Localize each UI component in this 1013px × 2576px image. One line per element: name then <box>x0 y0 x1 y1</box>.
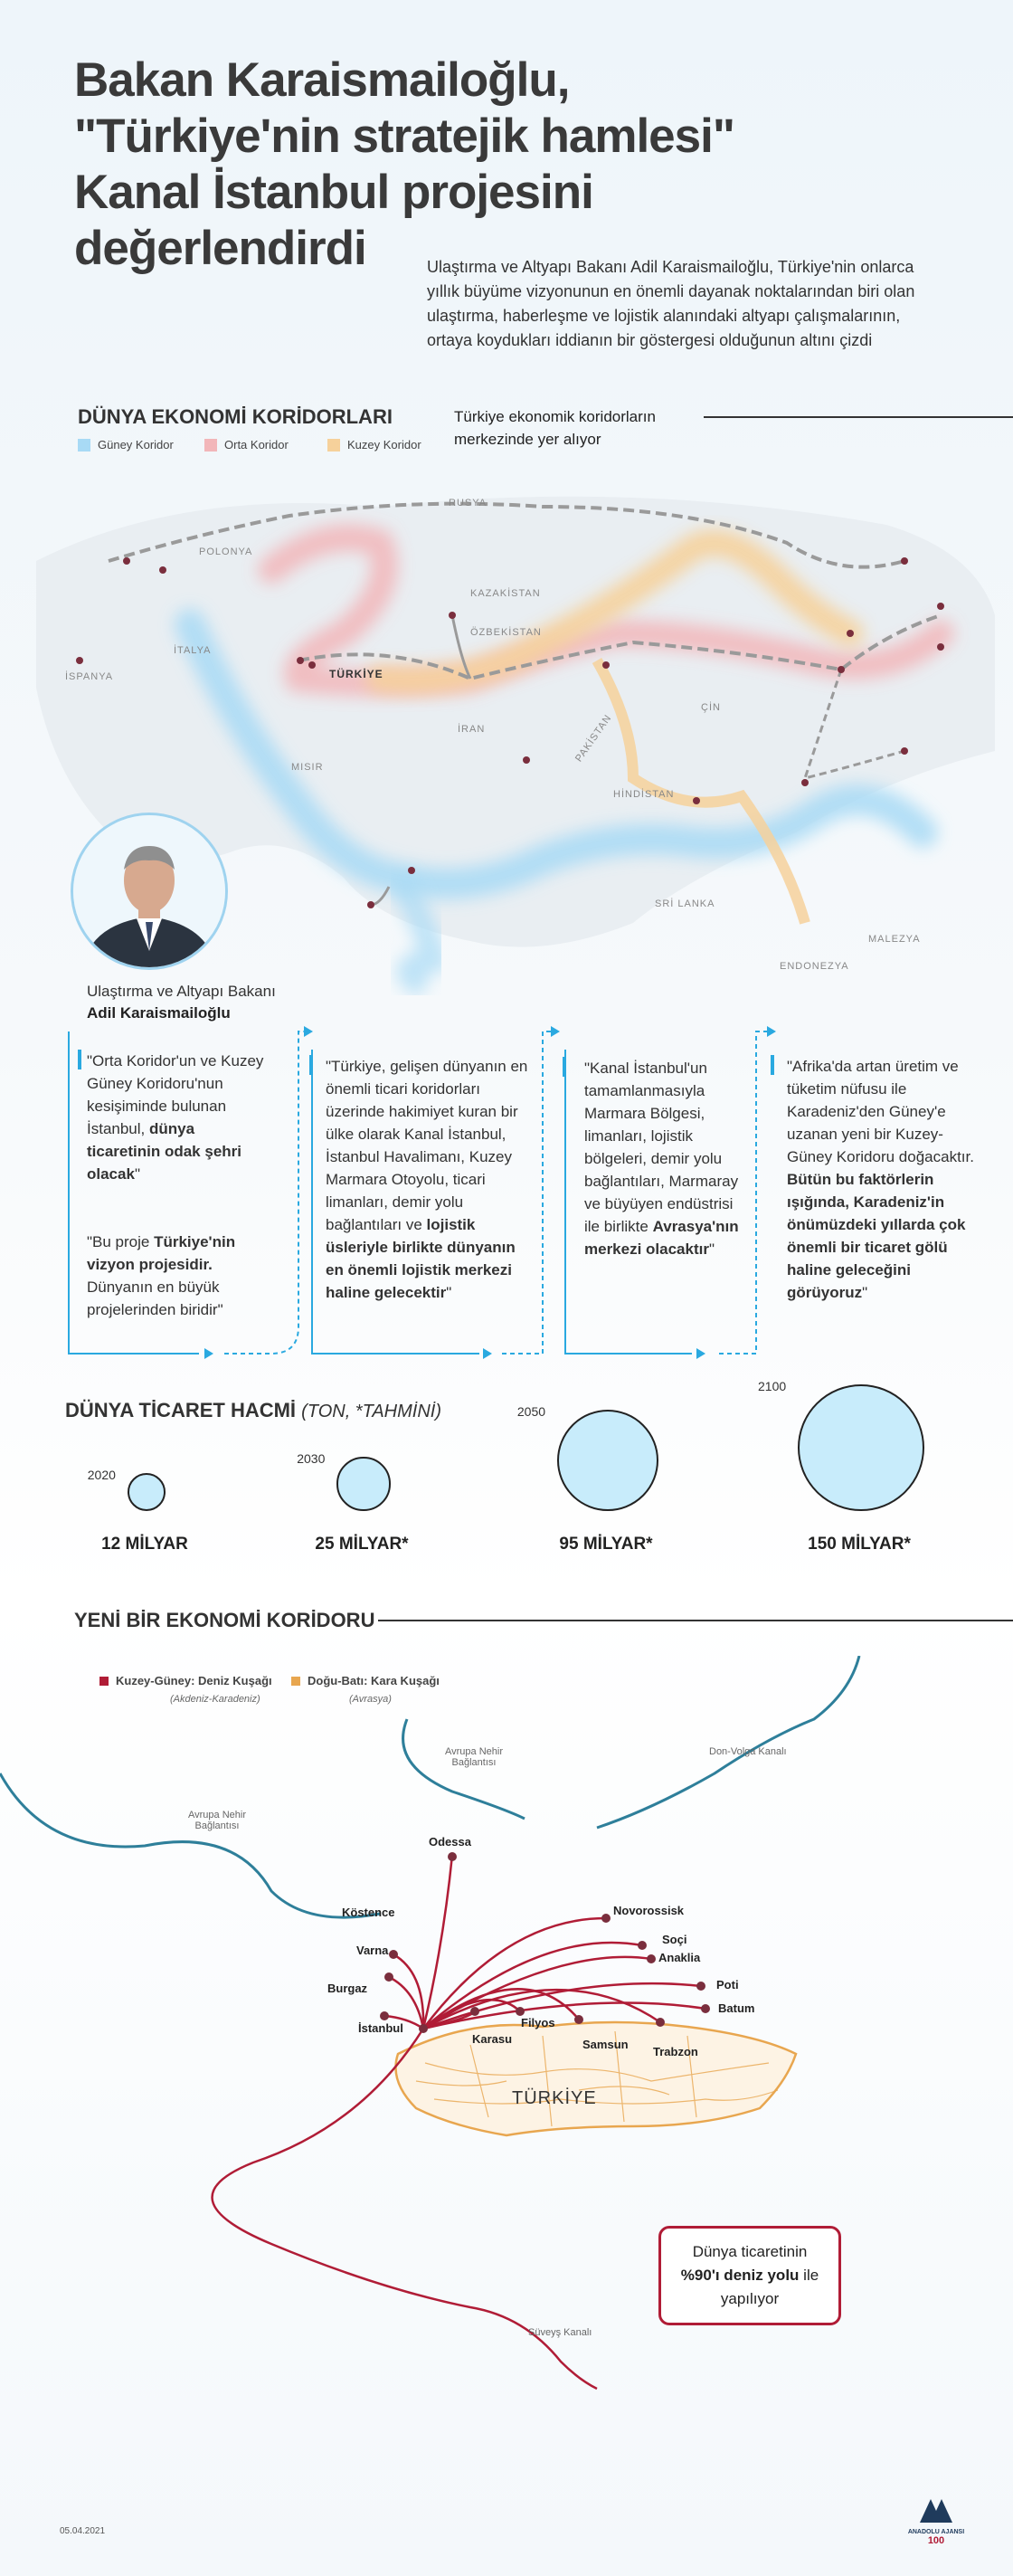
waterway-lines <box>0 1656 859 1917</box>
legend-swatch-middle <box>204 439 217 452</box>
trade-year-2050: 2050 <box>516 1403 546 1419</box>
map-label-spain: İSPANYA <box>65 671 114 682</box>
callout-line-1: Dünya ticaretinin <box>692 2243 808 2260</box>
map-label-pakistan: PAKİSTAN <box>573 712 614 765</box>
quote-3-bold: lojistik üsleriyle birlikte dünyanın en önemli lojistik merkezi haline gelecektir <box>326 1216 516 1301</box>
corridor-legend-middle <box>204 438 289 452</box>
quote-5-bold: Bütün bu faktörlerin ışığında, Karadeniz'in önümüzdeki yıllarda çok önemli bir ticaret gölü haline geleceğini görüyoruz <box>787 1171 966 1301</box>
quote-5 <box>787 1055 977 1304</box>
trade-value-2050: 95 MİLYAR* <box>559 1535 653 1554</box>
aa-logo-mark <box>918 2497 954 2524</box>
quote-2 <box>87 1231 268 1321</box>
aa-logo <box>904 2497 968 2546</box>
lead-paragraph: Ulaştırma ve Altyapı Bakanı Adil Karaismailoğlu, Türkiye'nin onlarca yıllık büyüme vizyonunun en önemli dayanak noktalarından biri olan ulaştırma, haberleşme ve lojistik alanındaki altyapı çalışmalarının, ortaya koydukları iddianın bir göstergesi olduğunun altını çizdi <box>427 258 915 349</box>
callout-bold: %90'ı deniz yolu <box>680 2267 800 2284</box>
map-label-malaysia: MALEZYA <box>868 934 921 945</box>
quote-1-bold: dünya ticaretinin odak şehri olacak <box>87 1120 241 1183</box>
quote-3-text: "Türkiye, gelişen dünyanın en önemli ticari koridorları üzerinde hakimiyet kuran bir ülke olarak Kanal İstanbul, İstanbul Havalimanı, Kuzey Marmara Otoyolu, ticari limanları, demir yolu bağlantıları ve <box>326 1058 528 1233</box>
minister-name: Adil Karaismailoğlu <box>87 1004 231 1022</box>
port-label-kostence: Köstence <box>342 1906 395 1919</box>
trade-year-2030: 2030 <box>297 1451 326 1467</box>
corridors-rule <box>704 416 1013 418</box>
port-label-karasu: Karasu <box>472 2032 513 2046</box>
map-label-uzbekistan: ÖZBEKİSTAN <box>470 627 542 638</box>
port-label-poti: Poti <box>716 1978 739 1991</box>
map-label-india: HİNDİSTAN <box>613 789 675 800</box>
quote-3 <box>326 1055 528 1304</box>
legend-swatch-south <box>78 439 90 452</box>
quote-2-text: "Bu proje <box>87 1233 155 1250</box>
minister-silhouette <box>73 815 225 967</box>
legend-label-middle: Orta Koridor <box>224 438 289 452</box>
port-label-istanbul: İstanbul <box>358 2021 403 2035</box>
port-label-odessa: Odessa <box>429 1835 471 1849</box>
sea-trade-callout <box>658 2226 841 2325</box>
quote-marker-2 <box>309 1055 313 1075</box>
trade-heading-text: DÜNYA TİCARET HACMİ <box>65 1399 297 1421</box>
port-label-batum: Batum <box>718 2001 755 2015</box>
aa-logo-name: ANADOLU AJANSI <box>907 2529 965 2535</box>
quote-3-end: " <box>446 1284 452 1301</box>
corridor-legend-north <box>327 438 421 452</box>
trade-year-2020: 2020 <box>87 1467 116 1482</box>
corridor-legend-south <box>78 438 174 452</box>
trade-value-2030: 25 MİLYAR* <box>315 1535 409 1554</box>
port-label-novorossisk: Novorossisk <box>613 1904 685 1917</box>
map-label-turkiye: TÜRKİYE <box>329 668 383 680</box>
quote-1-text: "Orta Koridor'un ve Kuzey Güney Koridoru'nun kesişiminde bulunan İstanbul, <box>87 1052 264 1137</box>
corridor-region-map <box>0 1656 1013 2524</box>
map-country-turkiye: TÜRKİYE <box>512 2088 597 2108</box>
minister-role: Ulaştırma ve Altyapı Bakanı <box>87 983 276 1000</box>
trade-value-2020: 12 MİLYAR <box>101 1535 188 1554</box>
legend-label-sea: Kuzey-Güney: Deniz Kuşağı <box>116 1674 272 1687</box>
map-label-indonesia: ENDONEZYA <box>780 961 849 972</box>
title-line-3: Kanal İstanbul projesini <box>74 166 593 219</box>
quote-4-end: " <box>708 1240 715 1258</box>
trade-value-2100: 150 MİLYAR* <box>808 1535 911 1554</box>
port-label-soci: Soçi <box>662 1933 687 1946</box>
quote-4-text: "Kanal İstanbul'un tamamlanmasıyla Marmara Bölgesi, limanları, lojistik bölgeleri, demir yolu bağlantıları, Marmaray ve büyüyen endüstrisi ile birlikte <box>584 1060 739 1235</box>
trade-year-2100: 2100 <box>758 1379 787 1393</box>
title-line-2: "Türkiye'nin stratejik hamlesi" <box>74 109 734 163</box>
map-label-kazakhstan: KAZAKİSTAN <box>470 588 541 599</box>
map-label-italy: İTALYA <box>174 645 212 656</box>
map-label-russia: RUSYA <box>449 498 488 509</box>
corridors-heading: DÜNYA EKONOMİ KORİDORLARI <box>78 405 393 428</box>
trade-bubble-2100 <box>798 1384 924 1511</box>
map-label-poland: POLONYA <box>199 547 253 557</box>
trade-heading <box>65 1399 441 1422</box>
port-label-filyos: Filyos <box>521 2016 555 2029</box>
trade-heading-note: (TON, *TAHMİNİ) <box>301 1402 441 1421</box>
callout-line-2: ile yapılıyor <box>720 2267 819 2307</box>
publish-date: 05.04.2021 <box>60 2526 106 2536</box>
legend-label-south: Güney Koridor <box>98 438 174 452</box>
legend-label-land: Doğu-Batı: Kara Kuşağı <box>308 1674 440 1687</box>
quote-marker-1 <box>78 1050 81 1069</box>
quote-5-text: "Afrika'da artan üretim ve tüketim nüfusu ile Karadeniz'den Güney'e uzanan yeni bir Kuzey-Güney Koridoru doğacaktır. <box>787 1058 974 1165</box>
port-label-anaklia: Anaklia <box>658 1951 701 1964</box>
port-label-varna: Varna <box>356 1944 389 1957</box>
quote-5-end: " <box>862 1284 868 1301</box>
quote-marker-4 <box>771 1055 774 1075</box>
new-corridor-rule <box>378 1620 1013 1621</box>
page-title <box>74 52 734 277</box>
sea-belt-sub: (Akdeniz-Karadeniz) <box>170 1694 260 1705</box>
port-label-trabzon: Trabzon <box>653 2045 698 2058</box>
waterway-label-suez: Süveyş Kanalı <box>528 2327 592 2338</box>
quote-1 <box>87 1050 268 1185</box>
quote-1-end: " <box>134 1165 140 1183</box>
trade-bubble-2050 <box>557 1410 658 1511</box>
legend-swatch-north <box>327 439 340 452</box>
port-label-samsun: Samsun <box>582 2038 629 2051</box>
legend-label-north: Kuzey Koridor <box>347 438 421 452</box>
title-line-4: değerlendirdi <box>74 222 366 275</box>
map-label-china: ÇİN <box>701 702 721 713</box>
waterway-label-europe-north: Avrupa Nehir Bağlantısı <box>445 1746 503 1768</box>
map-label-egypt: MISIR <box>291 762 324 773</box>
minister-portrait <box>71 813 228 970</box>
trade-bubble-2030 <box>336 1457 391 1511</box>
quote-4-bold: Avrasya'nın merkezi olacaktır <box>584 1218 739 1258</box>
map-label-srilanka: SRİ LANKA <box>655 898 715 909</box>
waterway-label-europe-west: Avrupa Nehir Bağlantısı <box>188 1810 246 1831</box>
quote-4 <box>584 1057 743 1260</box>
quote-2-end: Dünyanın en büyük projelerinden biridir" <box>87 1278 223 1318</box>
map-label-iran: İRAN <box>458 724 486 735</box>
quote-2-bold: Türkiye'nin vizyon projesidir. <box>87 1233 236 1273</box>
quote-marker-3 <box>563 1057 566 1077</box>
land-belt-sub: (Avrasya) <box>349 1694 392 1705</box>
new-corridor-heading: YENİ BİR EKONOMİ KORİDORU <box>74 1609 375 1631</box>
trade-bubble-2020 <box>128 1473 166 1511</box>
corridors-subheading: Türkiye ekonomik koridorların merkezinde yer alıyor <box>454 408 656 448</box>
waterway-label-don-volga: Don-Volga Kanalı <box>709 1746 787 1757</box>
port-label-burgaz: Burgaz <box>327 1982 368 1995</box>
title-line-1: Bakan Karaismailoğlu, <box>74 53 570 107</box>
aa-logo-badge: 100 <box>927 2535 945 2546</box>
